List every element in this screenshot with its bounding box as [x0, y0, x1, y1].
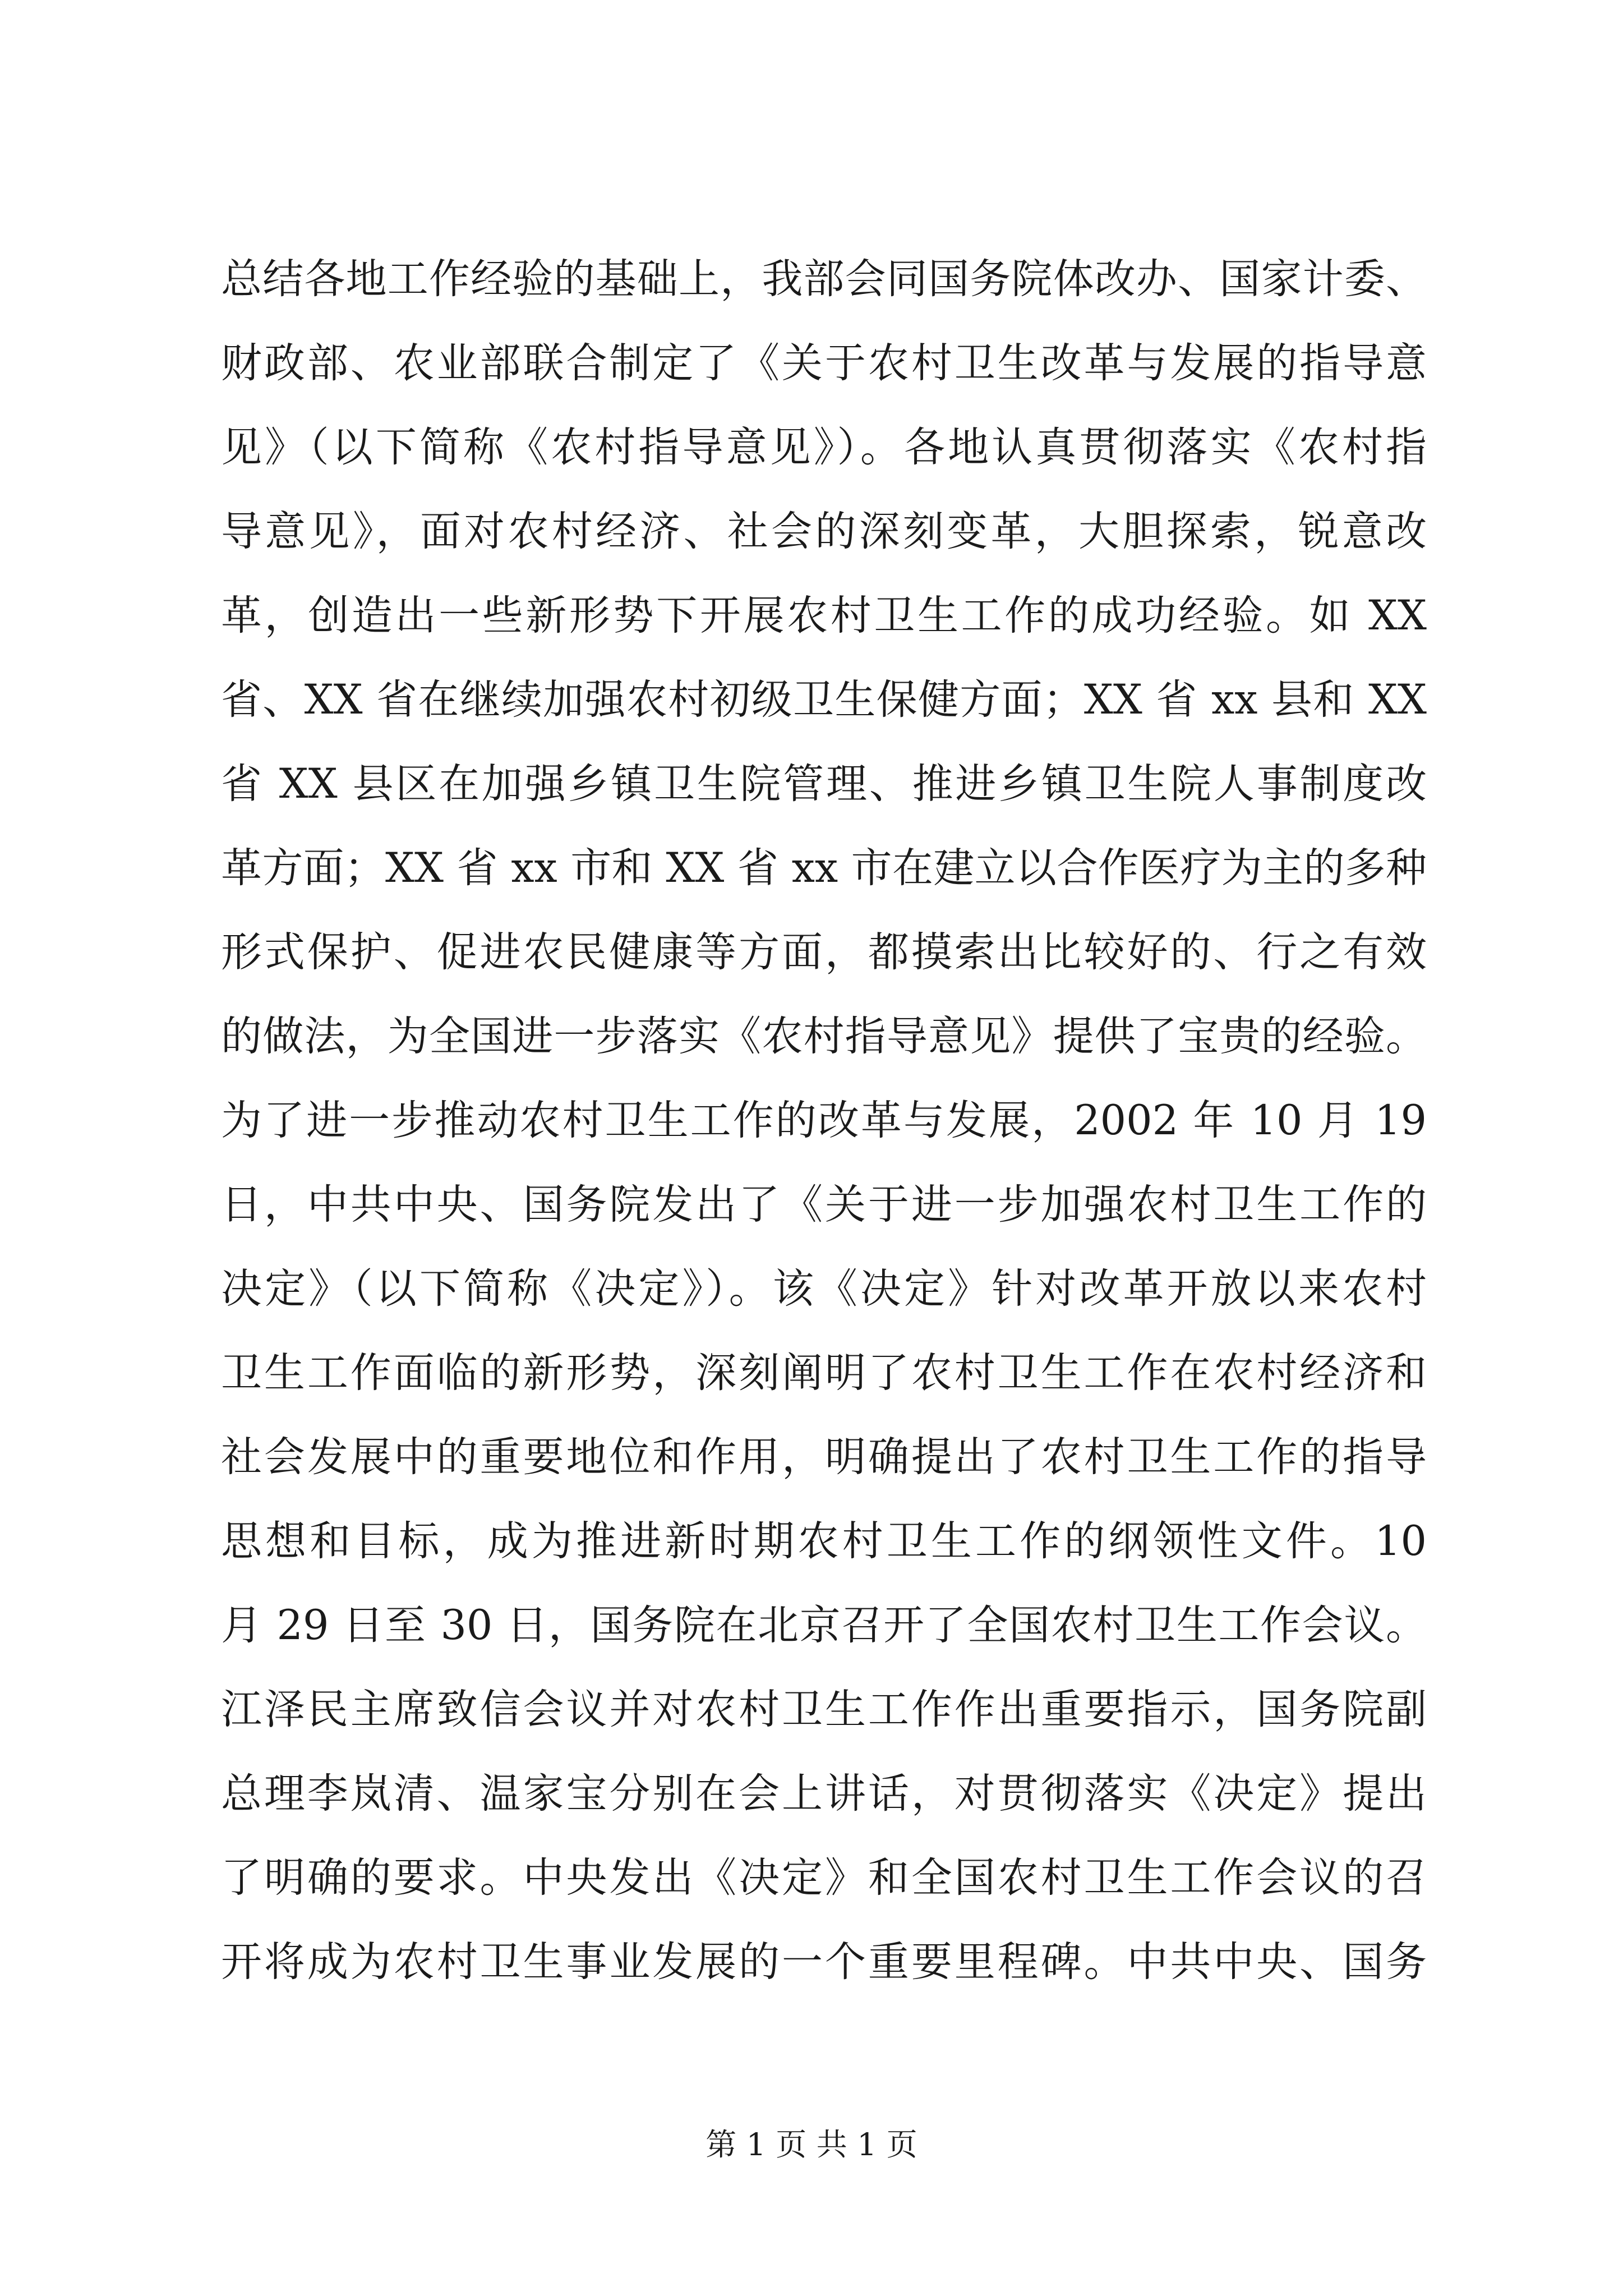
- text-line: 形式保护、促进农民健康等方面，都摸索出比较好的、行之有效: [221, 928, 1427, 976]
- text-line: 见》（以下简称《农村指导意见》）。各地认真贯彻落实《农村指: [221, 424, 1427, 471]
- text-line: 省、XX 省在继续加强农村初级卫生保健方面；XX 省 xx 县和 XX: [221, 676, 1427, 724]
- text-line: 日，中共中央、国务院发出了《关于进一步加强农村卫生工作的: [221, 1181, 1427, 1228]
- text-line: 省 XX 县区在加强乡镇卫生院管理、推进乡镇卫生院人事制度改: [221, 760, 1427, 808]
- text-line: 导意见》，面对农村经济、社会的深刻变革，大胆探索，锐意改: [221, 508, 1427, 555]
- text-line: 财政部、农业部联合制定了《关于农村卫生改革与发展的指导意: [221, 339, 1427, 387]
- text-line: 总理李岚清、温家宝分别在会上讲话，对贯彻落实《决定》提出: [221, 1770, 1427, 1818]
- text-line: 革，创造出一些新形势下开展农村卫生工作的成功经验。如 XX: [221, 592, 1427, 639]
- page-number-footer: 第 1 页 共 1 页: [706, 2127, 917, 2162]
- text-line: 卫生工作面临的新形势，深刻阐明了农村卫生工作在农村经济和: [221, 1349, 1427, 1397]
- text-line: 了明确的要求。中央发出《决定》和全国农村卫生工作会议的召: [221, 1854, 1427, 1902]
- text-line: 革方面；XX 省 xx 市和 XX 省 xx 市在建立以合作医疗为主的多种: [221, 844, 1427, 892]
- text-line: 决定》（以下简称《决定》）。该《决定》针对改革开放以来农村: [221, 1265, 1427, 1313]
- text-line: 江泽民主席致信会议并对农村卫生工作作出重要指示，国务院副: [221, 1686, 1427, 1733]
- text-line: 月 29 日至 30 日，国务院在北京召开了全国农村卫生工作会议。: [221, 1602, 1427, 1649]
- text-line: 总结各地工作经验的基础上，我部会同国务院体改办、国家计委、: [221, 255, 1427, 303]
- text-line: 为了进一步推动农村卫生工作的改革与发展，2002 年 10 月 19: [221, 1097, 1427, 1144]
- text-line: 思想和目标，成为推进新时期农村卫生工作的纲领性文件。10: [221, 1517, 1427, 1565]
- text-line: 开将成为农村卫生事业发展的一个重要里程碑。中共中央、国务: [221, 1938, 1427, 1986]
- text-line: 社会发展中的重要地位和作用，明确提出了农村卫生工作的指导: [221, 1433, 1427, 1481]
- text-line: 的做法，为全国进一步落实《农村指导意见》提供了宝贵的经验。: [221, 1013, 1427, 1060]
